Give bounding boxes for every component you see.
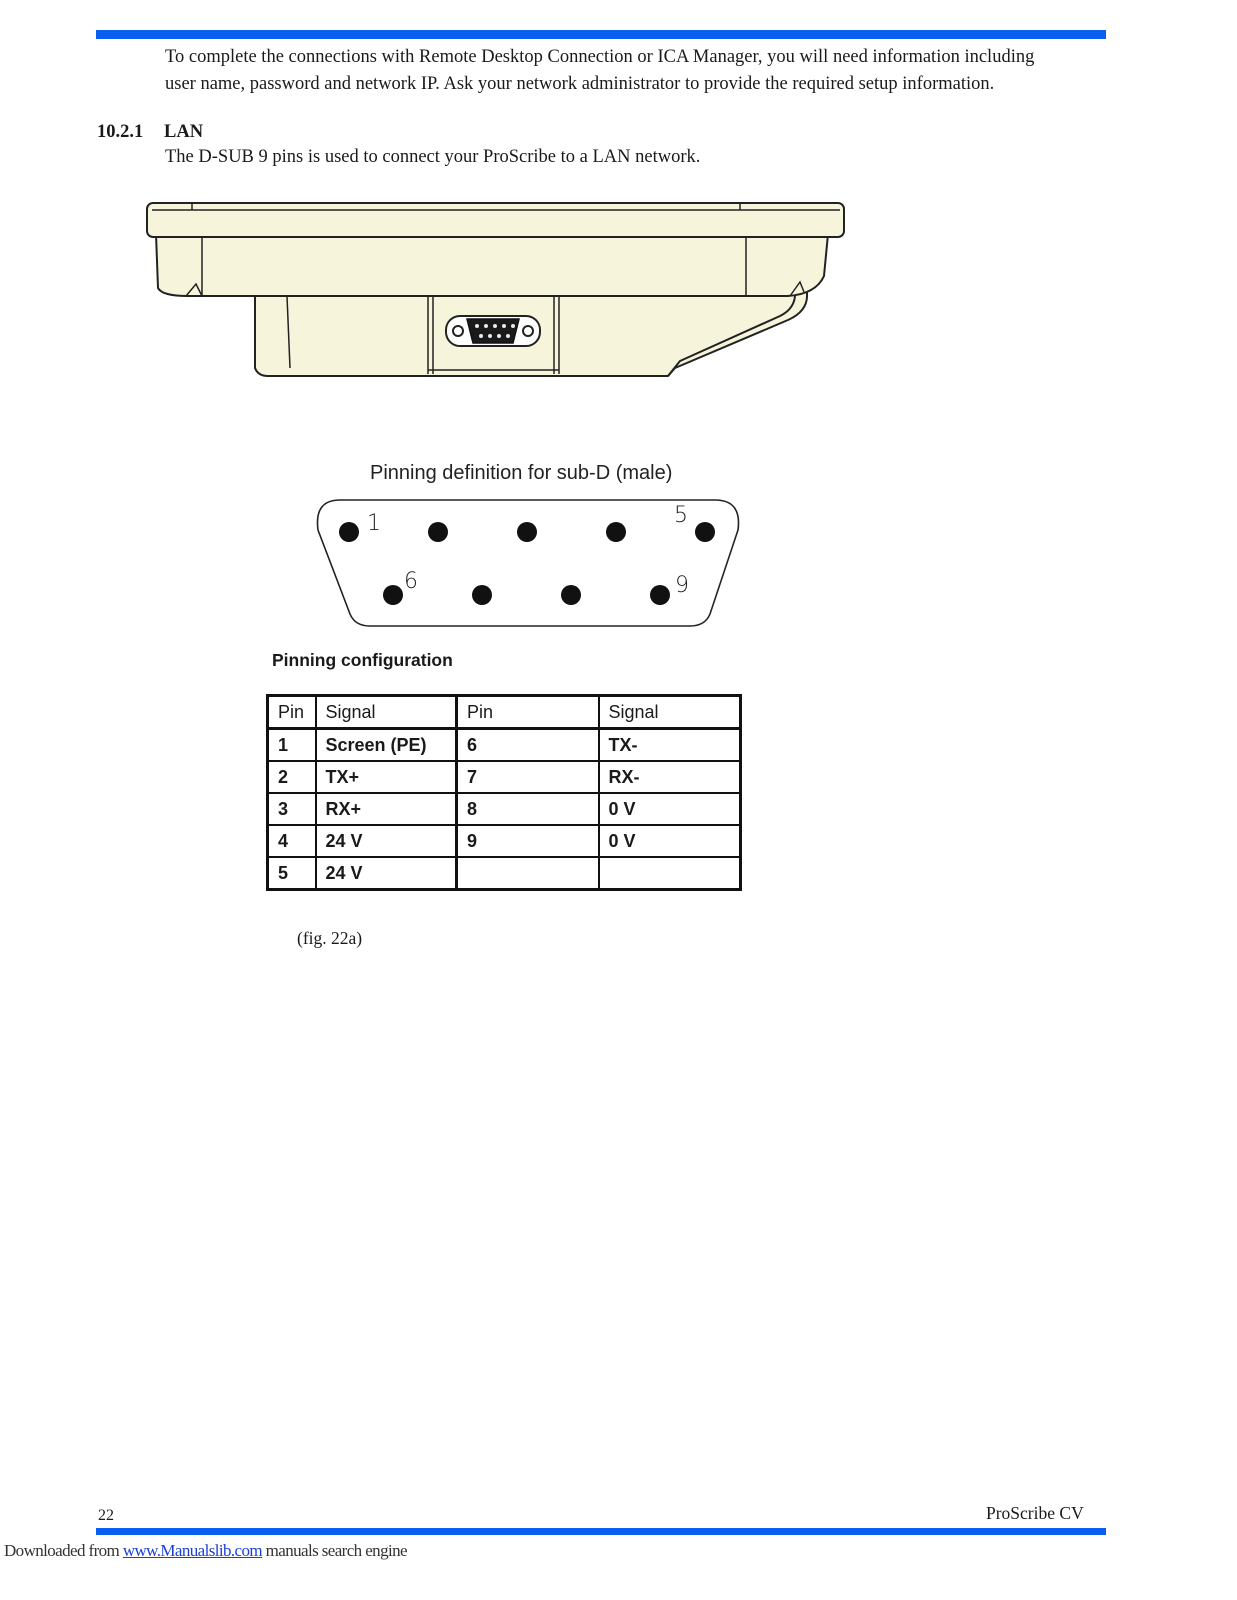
table-cell: 5 <box>268 857 316 890</box>
pin-1 <box>339 522 359 542</box>
pin-table-title: Pinning configuration <box>272 650 453 670</box>
table-header-row <box>268 696 741 729</box>
table-cell: 1 <box>268 729 316 762</box>
table-cell: RX+ <box>316 793 457 825</box>
pin-4 <box>606 522 626 542</box>
table-cell: Screen (PE) <box>316 729 457 762</box>
bottom-accent-bar <box>96 1528 1106 1535</box>
downloaded-prefix: Downloaded from <box>4 1541 123 1560</box>
downloaded-from-note <box>4 1541 407 1561</box>
page-number: 22 <box>98 1507 114 1524</box>
intro-paragraph <box>165 44 1085 98</box>
table-cell <box>457 857 599 890</box>
table-cell: 2 <box>268 761 316 793</box>
pin-9 <box>650 585 670 605</box>
downloaded-suffix: manuals search engine <box>262 1541 407 1560</box>
table-cell: 7 <box>457 761 599 793</box>
top-accent-bar <box>96 30 1106 39</box>
pin-8 <box>561 585 581 605</box>
table-row <box>268 825 741 857</box>
table-cell: 8 <box>457 793 599 825</box>
intro-line-2: user name, password and network IP. Ask your network administrator to provide the required setup information. <box>165 74 995 94</box>
manualslib-link[interactable]: www.Manualslib.com <box>122 1541 263 1560</box>
section-heading <box>97 122 204 143</box>
pin-5 <box>695 522 715 542</box>
table-cell: 0 V <box>599 793 741 825</box>
table-cell: 24 V <box>316 857 457 890</box>
header-signal: Signal <box>599 696 741 729</box>
table-cell: 6 <box>457 729 599 762</box>
table-cell: 0 V <box>599 825 741 857</box>
header-pin: Pin <box>268 696 316 729</box>
product-name: ProScribe CV <box>986 1503 1084 1523</box>
pin-6 <box>383 585 403 605</box>
figure-caption: (fig. 22a) <box>297 928 363 948</box>
table-row <box>268 761 741 793</box>
pin-label-6: 6 <box>404 569 418 594</box>
table-cell: 4 <box>268 825 316 857</box>
table-row <box>268 793 741 825</box>
db9-port-icon <box>446 316 540 346</box>
pin-configuration-table <box>266 694 742 891</box>
section-title: LAN <box>164 122 204 142</box>
table-row <box>268 729 741 762</box>
header-pin: Pin <box>457 696 599 729</box>
table-cell: TX+ <box>316 761 457 793</box>
dsub-pinout-diagram <box>310 494 750 634</box>
table-cell: RX- <box>599 761 741 793</box>
table-row <box>268 857 741 890</box>
table-cell <box>599 857 741 890</box>
pin-7 <box>472 585 492 605</box>
connector-diagram-title: Pinning definition for sub-D (male) <box>370 462 673 484</box>
section-text: The D-SUB 9 pins is used to connect your ProScribe to a LAN network. <box>165 147 701 167</box>
pin-2 <box>428 522 448 542</box>
intro-line-1: To complete the connections with Remote Desktop Connection or ICA Manager, you will need information including <box>165 47 1035 67</box>
table-cell: TX- <box>599 729 741 762</box>
section-number: 10.2.1 <box>97 122 144 142</box>
pin-label-9: 9 <box>675 573 689 598</box>
device-side-view-illustration <box>140 196 860 386</box>
device-upper-body <box>156 234 828 296</box>
header-signal: Signal <box>316 696 457 729</box>
table-cell: 24 V <box>316 825 457 857</box>
pin-3 <box>517 522 537 542</box>
table-cell: 9 <box>457 825 599 857</box>
pin-label-5: 5 <box>674 503 688 528</box>
table-cell: 3 <box>268 793 316 825</box>
pin-label-1: 1 <box>367 511 381 536</box>
